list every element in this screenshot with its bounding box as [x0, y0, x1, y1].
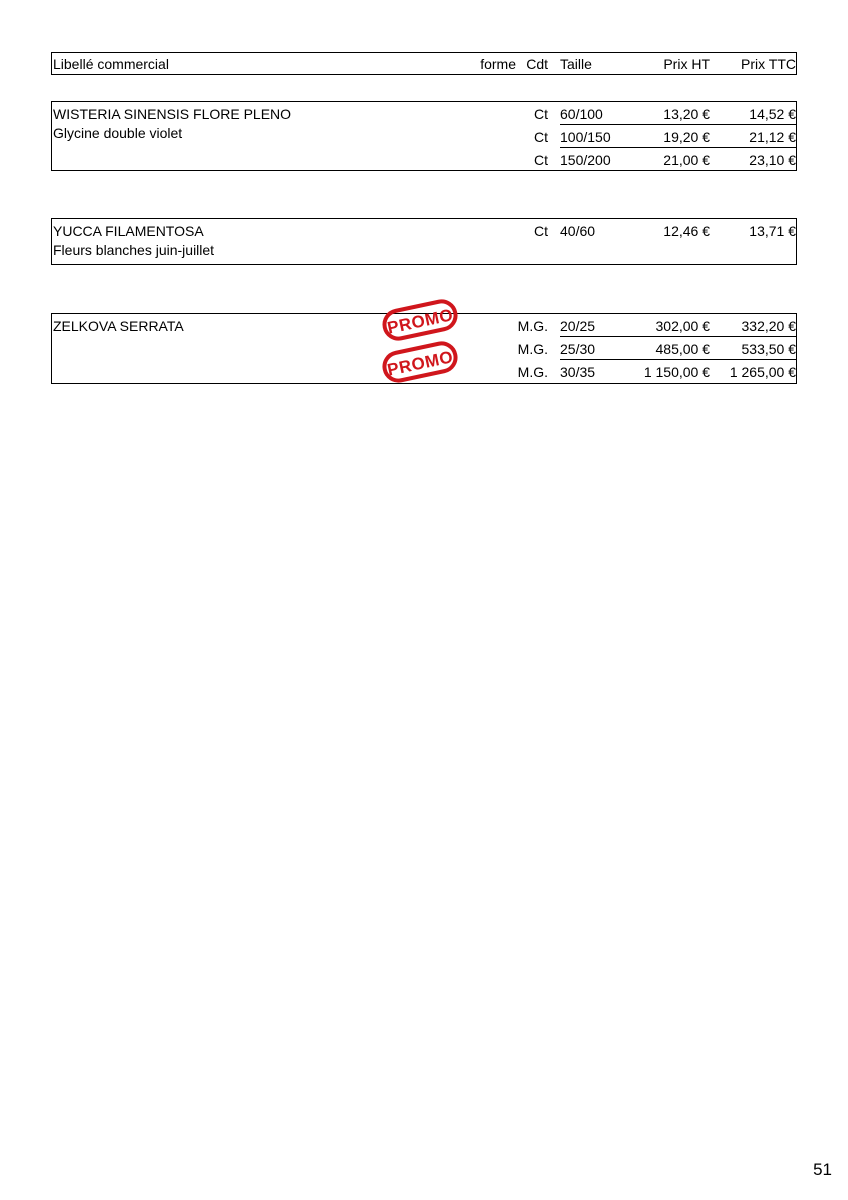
- row-prix-ht: 485,00 €: [655, 341, 710, 357]
- promo-stamp-icon: [379, 338, 461, 386]
- row-cdt: M.G.: [517, 364, 548, 380]
- product-name: WISTERIA SINENSIS FLORE PLENO: [53, 106, 292, 122]
- header-prix-ht: Prix HT: [663, 56, 710, 72]
- row-prix-ttc: 13,71 €: [749, 223, 796, 239]
- row-prix-ht: 19,20 €: [663, 129, 710, 145]
- row-taille: 60/100: [560, 106, 603, 122]
- row-prix-ttc: 332,20 €: [741, 318, 796, 334]
- row-taille: 20/25: [560, 318, 596, 334]
- row-separator: [560, 147, 796, 148]
- row-prix-ht: 21,00 €: [663, 152, 710, 168]
- row-taille: 40/60: [560, 223, 596, 239]
- row-taille: 25/30: [560, 341, 596, 357]
- row-cdt: M.G.: [517, 318, 548, 334]
- page-number: 51: [813, 1160, 832, 1179]
- row-prix-ttc: 1 265,00 €: [729, 364, 796, 380]
- promo-stamp-text: PROMO: [385, 347, 455, 380]
- promo-stamp-text: PROMO: [385, 305, 455, 338]
- row-cdt: Ct: [534, 152, 548, 168]
- product-description: Glycine double violet: [53, 125, 183, 141]
- header-forme: forme: [480, 56, 516, 72]
- row-taille: 100/150: [560, 129, 611, 145]
- header-taille: Taille: [560, 56, 592, 72]
- row-separator: [560, 359, 796, 360]
- product-description: Fleurs blanches juin-juillet: [53, 242, 215, 258]
- promo-stamp-icon: [379, 296, 461, 344]
- row-separator: [560, 336, 796, 337]
- product-block: [51, 218, 797, 265]
- row-prix-ht: 1 150,00 €: [643, 364, 710, 380]
- row-cdt: Ct: [534, 223, 548, 239]
- row-prix-ttc: 14,52 €: [749, 106, 796, 122]
- row-prix-ht: 302,00 €: [655, 318, 710, 334]
- row-cdt: M.G.: [517, 341, 548, 357]
- header-libelle: Libellé commercial: [53, 56, 169, 72]
- header-row: [51, 52, 797, 75]
- row-cdt: Ct: [534, 129, 548, 145]
- row-separator: [560, 124, 796, 125]
- row-taille: 30/35: [560, 364, 596, 380]
- product-name: YUCCA FILAMENTOSA: [53, 223, 204, 239]
- header-prix-ttc: Prix TTC: [741, 56, 796, 72]
- row-prix-ttc: 533,50 €: [741, 341, 796, 357]
- row-prix-ttc: 21,12 €: [749, 129, 796, 145]
- row-cdt: Ct: [534, 106, 548, 122]
- product-name: ZELKOVA SERRATA: [53, 318, 184, 334]
- row-prix-ht: 13,20 €: [663, 106, 710, 122]
- header-cdt: Cdt: [526, 56, 548, 72]
- product-block: [51, 101, 797, 171]
- row-prix-ttc: 23,10 €: [749, 152, 796, 168]
- row-prix-ht: 12,46 €: [663, 223, 710, 239]
- row-taille: 150/200: [560, 152, 611, 168]
